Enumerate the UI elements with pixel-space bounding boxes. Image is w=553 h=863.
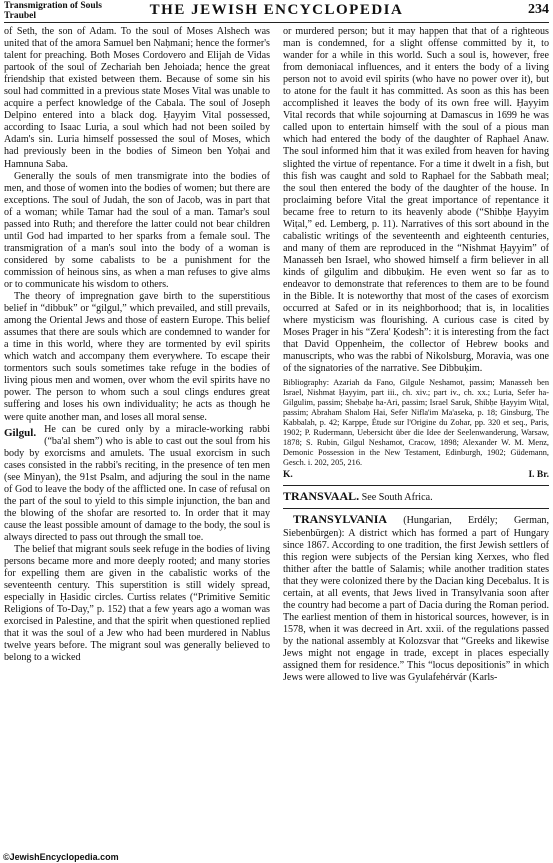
page-header xyxy=(4,0,549,23)
signature-right: I. Br. xyxy=(528,470,549,481)
section-divider xyxy=(283,508,549,509)
entry-title-transylvania: TRANSYLVANIA xyxy=(293,512,388,527)
right-column xyxy=(283,26,549,684)
bibliography: Bibliography: Azariah da Fano, Gilgule Neshamot, passim; Manasseh ben Israel, Nishmat Ḥayyim, part iii., ch. xiv.; part iv., ch. xx.; Luria, Sefer ha-Gilgulim, passim; Shebaḥe ha-Ari, passim; Israel Saruk, Shibḥe Ḥayyim Wiṭal, passim; Abraham Shalom Hai, Sefer Nifla'im Ma'aseka, p. 18; Ginsburg, The Kabbalah, p. 42; Karppe, Étude sur l'Origine du Zohar, pp. 320 et seq., Paris, 1902; P. Rudermann, Uebersicht über die Idee der Seelenwanderung, Warsaw, 1878; S. Rubin, Gilgul Neshamot, Cracow, 1898; Alexander W. M. Menz, Demonic Possession in the New Testament, Edinburgh, 1902; Güdemann, Gesch. i. 202, 205, 216. xyxy=(283,378,549,468)
publication-title: THE JEWISH ENCYCLOPEDIA xyxy=(149,2,404,18)
section-divider xyxy=(283,485,549,486)
entry-transvaal xyxy=(283,490,549,504)
entry-transylvania xyxy=(283,513,549,684)
paragraph-with-side-head xyxy=(4,424,270,544)
running-head-line2: Traubel xyxy=(4,11,37,21)
copyright-footer: ©JewishEncyclopedia.com xyxy=(3,852,119,862)
entry-title-transvaal: TRANSVAAL. xyxy=(283,489,360,504)
paragraph: or murdered person; but it may happen that that of a righteous man is condemned, for a slight offense committed by it, to wander for a while in this world. Such a soul is, however, free from demoniacal influences, and it enters the body of a living person not to avoid evil spirits (who have no power over it), but to atone for the fault it has committed. As soon as this has been accomplished it leaves the body of its own free will. Ḥayyim Vital records that while sojourning at Damascus in 1699 he was called upon to entertain himself with the soul of a pious man which had entered the body of the daughter of Raphael Anaw. The soul informed him that it was exiled from heaven for having slighted the virtue of repentance. For a time it dwelt in a fish, but this fish was caught and sold to Raphael for the Sabbath meal; the soul then entered the body of the daughter of the house. In proclaiming before Vital the great importance of repentance it became free to return to its heavenly abode (“Shibḥe Ḥayyim Wiṭal,” ed. Lemberg, p. 11). Narratives of this sort abound in the cabalistic writings of the seventeenth and eighteenth centuries, and many of them are reproduced in the “Nishmat Ḥayyim” of Manasseh ben Israel, who showed himself a firm believer in all kinds of gilgulim and dibbuḳim. He even went so far as to endeavor to demonstrate that references to them are to be found in the Bible. It is noteworthy that most of the cases of exorcism occurred at Safed or in its neighborhood; that is, in localities where mysticism was flourishing. A curious case is cited by Moses Prager in his “Zera' Ḳodesh”: it is interesting from the fact that David Oppenheim, the collector of Hebrew books and manuscripts, who was the rabbi of Nikolsburg, Moravia, was one of the signatories of the narrative. See Dibbuḳim. xyxy=(283,26,549,375)
paragraph: Generally the souls of men transmigrate into the bodies of men, and those of women into the bodies of women; but there are exceptions. The soul of Judah, the son of Jacob, was in part that of a woman; while Tamar had the soul of a man. Tamar's soul passed into Ruth; and therefore the latter could not bear children until God had imparted to her sparks from a female soul. The transmigration of a man's soul into the body of a woman is considered by some cabalists to be a punishment for the commission of heinous sins, as when a man refuses to give alms or to communicate his wisdom to others. xyxy=(4,170,270,290)
page-number: 234 xyxy=(528,2,549,17)
paragraph: of Seth, the son of Adam. To the soul of Moses Alshech was united that of the amora Samuel ben Naḥmani; hence the former's talent for preaching. Both Moses Cordovero and Elijah de Vidas partook of the soul of Zechariah ben Jehoiada; hence the great friendship that existed between them. Because of some sin his soul had committed in a previous state Moses Vital was unable to acquire a perfect knowledge of the Cabala. The soul of Joseph Delpino entered into a black dog. Ḥayyim Vital possessed, according to Isaac Luria, a soul which had not been soiled by Adam's sin. Luria himself possessed the soul of Moses, which had previously been in the bodies of Simeon ben Yoḥai and Hamnuna Saba. xyxy=(4,26,270,170)
paragraph: The theory of impregnation gave birth to the superstitious belief in “dibbuk” or “gilgul,” which prevailed, and still prevails, among the Oriental Jews and those of eastern Europe. This belief assumes that there are souls which are condemned to wander for a time in this world, where they are tormented by evil spirits which watch and accompany them everywhere. To escape their tormentors such souls sometimes take refuge in the bodies of living pious men and women, over whom the evil spirits have no power. The person to whom such a soul clings endures great suffering and loses his own individuality; he acts as though he were quite another man, and loses all moral sense. xyxy=(4,291,270,423)
paragraph: The belief that migrant souls seek refuge in the bodies of living persons became more and more deeply rooted; and many stories for expelling them are given in the cabalistic works of the seventeenth century. This superstition is still widely spread, especially in Ḥasidic circles. Curtiss relates (“Primitive Semitic Religions of To-Day,” p. 152) that a few years ago a woman was exorcised in Palestine, and that the spirit when questioned replied that it was the soul of a Jew who had been murdered in Nablus twelve years before. The migrant soul was generally believed to belong to a wicked xyxy=(4,544,270,664)
entry-text-transylvania: (Hungarian, Erdély; German, Siebenbürgen): A district which has formed a part of Hungary since 1867. According to one tradition, the first Jewish settlers of this region were subjects of the Persian king Xerxes, who fled thither after the battle of Salamis; while another tradition states that they were colonized there by the Dacian king Decebalus. It is certain, at all events, that Jews lived in Transylvania soon after the country had become a part of Dacia during the Roman period. The earliest mention of them in historical sources, however, is in 1578, when it was decreed in Art. xxii. of the regulations passed by the national assembly at Kolozsvar that “Greeks and likewise Jews might not engage in trade, except in places especially assigned them for residence.” This “locus depositionis” in which Jews were allowed to live was Gyulafehérvár (Karls- xyxy=(283,515,549,684)
paragraph-text: He can be cured only by a miracle-working rabbi (“ba'al shem”) who is able to cast out the soul from his body by exorcisms and amulets. The usual exorcism in such cases consisted in the rabbi's reciting, in the presence of ten men (see Minyan), the 91st Psalm, and adjuring the soul in the name of God to leave the body of the afflicted one. In case of refusal on the part of the soul to yield to this simple injunction, the ban and the blowing of the shofar are resorted to. In order that it may cause the least possible amount of damage to the body, the soul is always directed to pass out through the small toe. xyxy=(4,423,270,543)
entry-text-transvaal: See South Africa. xyxy=(361,492,433,504)
author-signatures xyxy=(283,469,549,481)
left-column xyxy=(4,26,270,664)
running-head-line1: Transmigration of Souls xyxy=(4,1,103,11)
side-heading-gilgul: Gilgul. xyxy=(4,426,37,439)
signature-left: K. xyxy=(283,470,293,481)
